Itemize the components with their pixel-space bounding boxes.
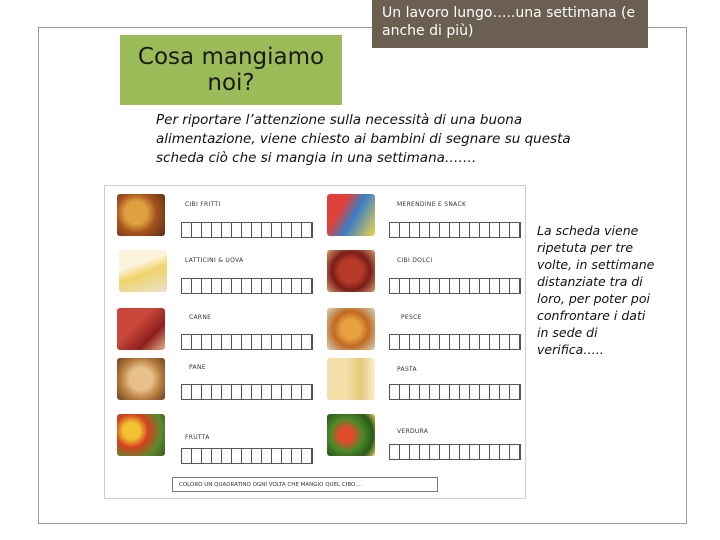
pasta-image — [327, 358, 375, 400]
worksheet-instruction: COLORO UN QUADRATINO OGNI VOLTA CHE MANGIO QUEL CIBO.... — [172, 477, 438, 492]
category-label: FRUTTA — [185, 434, 210, 441]
fish-image — [327, 308, 375, 350]
tally-grid — [389, 222, 521, 238]
vegetables-image — [327, 414, 375, 456]
side-note: La scheda viene ripetuta per tre volte, in settimane distanziate tra di loro, per poter poi confrontare i dati in sede di verifica….. — [537, 223, 655, 357]
fried-food-image — [117, 194, 165, 236]
meat-image — [117, 308, 165, 350]
tally-grid — [181, 384, 313, 400]
slide-title: Cosa mangiamo noi? — [137, 43, 325, 96]
subtitle-box: Un lavoro lungo…..una settimana (e anche di più) — [372, 0, 648, 48]
intro-text: Per riportare l’attenzione sulla necessità di una buona alimentazione, viene chiesto ai bambini di segnare su questa scheda ciò che si mangia in una settimana……. — [156, 112, 571, 166]
category-label: CIBI DOLCI — [397, 257, 433, 264]
tally-grid — [181, 278, 313, 294]
worksheet-image — [104, 185, 526, 499]
tally-grid — [389, 278, 521, 294]
category-label: PASTA — [397, 366, 417, 373]
category-label: CIBI FRITTI — [185, 201, 221, 208]
tally-grid — [389, 334, 521, 350]
tally-grid — [181, 222, 313, 238]
category-label: VERDURA — [397, 428, 429, 435]
category-label: PESCE — [401, 314, 422, 321]
tally-grid — [389, 384, 521, 400]
snacks-image — [327, 194, 375, 236]
tally-grid — [389, 444, 521, 460]
tally-grid — [181, 334, 313, 350]
title-box — [120, 35, 342, 105]
tally-grid — [181, 448, 313, 464]
sweets-image — [327, 250, 375, 292]
bread-image — [117, 358, 165, 400]
category-label: CARNE — [189, 314, 212, 321]
dairy-eggs-image — [119, 250, 167, 292]
category-label: PANE — [189, 364, 206, 371]
category-label: LATTICINI & UOVA — [185, 257, 244, 264]
fruit-image — [117, 414, 165, 456]
category-label: MERENDINE E SNACK — [397, 201, 467, 208]
